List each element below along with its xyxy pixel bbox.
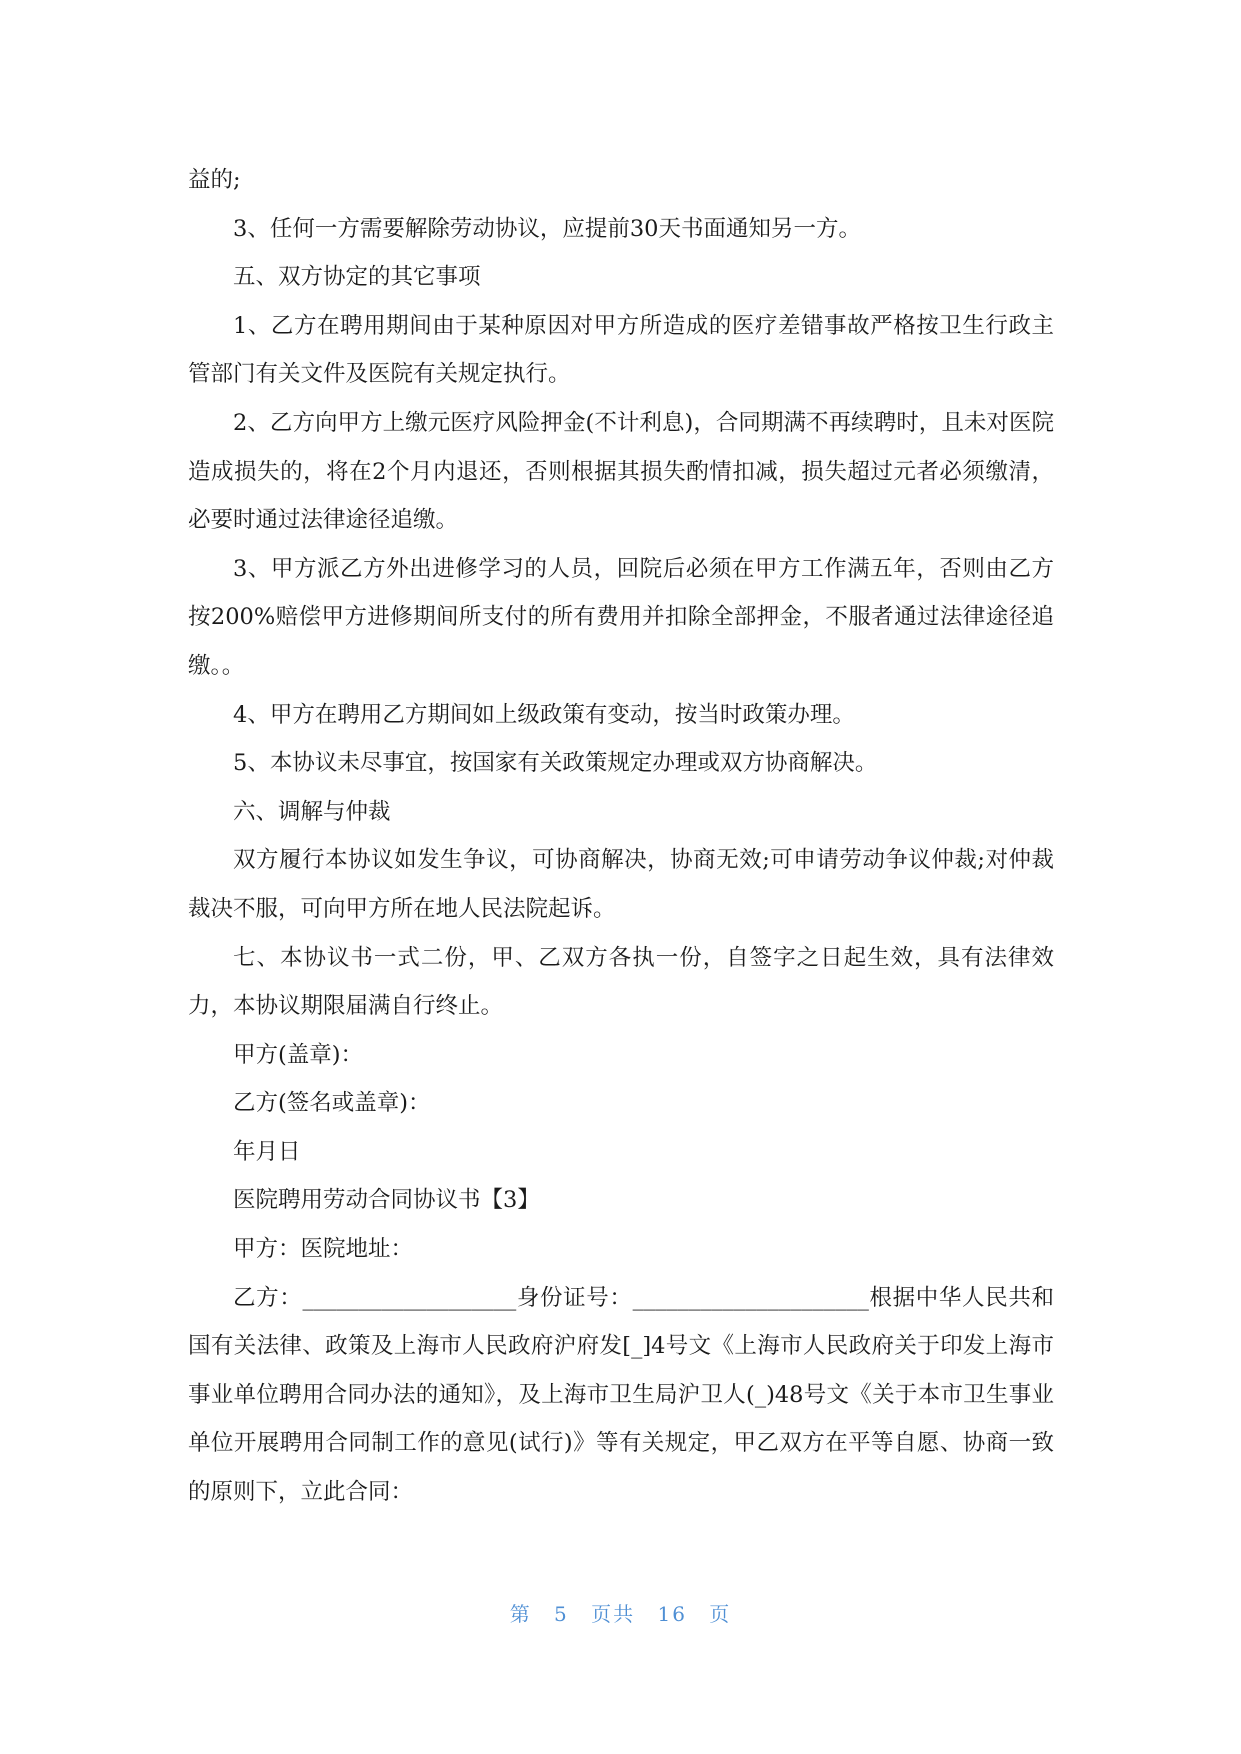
section-heading-other-matters: 五、双方协定的其它事项 [233, 264, 481, 291]
paragraph-item-5: 5、本协议未尽事宜，按国家有关政策规定办理或双方协商解决。 [233, 750, 878, 777]
paragraph-termination-notice: 3、任何一方需要解除劳动协议，应提前30天书面通知另一方。 [233, 215, 861, 242]
document-section-title: 医院聘用劳动合同协议书【3】 [233, 1187, 540, 1214]
party-a-address: 甲方：医院地址： [233, 1236, 414, 1263]
signature-date: 年月日 [233, 1138, 301, 1165]
section-heading-copies: 七、本协议书一式二份，甲、乙双方各执一份，自签字之日起生效，具有法律效力，本协议期限届满自行终止。 [188, 944, 1054, 1020]
paragraph-item-3: 3、甲方派乙方外出进修学习的人员，回院后必须在甲方工作满五年，否则由乙方按200%赔偿甲方进修期间所支付的所有费用并扣除全部押金，不服者通过法律途径追缴。。 [188, 555, 1054, 679]
document-body [188, 156, 1054, 1517]
page-number-footer: 第 5 页共 16 页 [509, 1602, 732, 1626]
signature-party-a: 甲方(盖章)： [233, 1041, 364, 1068]
paragraph-dispute-resolution: 双方履行本协议如发生争议，可协商解决，协商无效;可申请劳动争议仲裁;对仲裁裁决不服，可向甲方所在地人民法院起诉。 [188, 847, 1054, 922]
paragraph-item-4: 4、甲方在聘用乙方期间如上级政策有变动，按当时政策办理。 [233, 701, 855, 728]
paragraph-continuation: 益的; [188, 167, 241, 193]
paragraph-item-2: 2、乙方向甲方上缴元医疗风险押金(不计利息)，合同期满不再续聘时，且未对医院造成损失的，将在2个月内退还，否则根据其损失酌情扣减，损失超过元者必须缴清，必要时通过法律途径追缴。 [188, 409, 1054, 534]
signature-party-b: 乙方(签名或盖章)： [233, 1090, 431, 1117]
paragraph-item-1: 1、乙方在聘用期间由于某种原因对甲方所造成的医疗差错事故严格按卫生行政主管部门有关文件及医院有关规定执行。 [188, 312, 1054, 388]
section-heading-mediation: 六、调解与仲裁 [233, 798, 391, 825]
party-b-preamble: 乙方：___________________身份证号：_____________________根据中华人民共和国有关法律、政策及上海市人民政府沪府发[_]4号文《上海市人民政府关于印发上海市事业单位聘用合同办法的通知》，及上海市卫生局沪卫人(_)48号文《关于本市卫生事业单位开展聘用合同制工作的意见(试行)》等有关规定，甲乙双方在平等自愿、协商一致的原则下，立此合同： [188, 1284, 1054, 1506]
